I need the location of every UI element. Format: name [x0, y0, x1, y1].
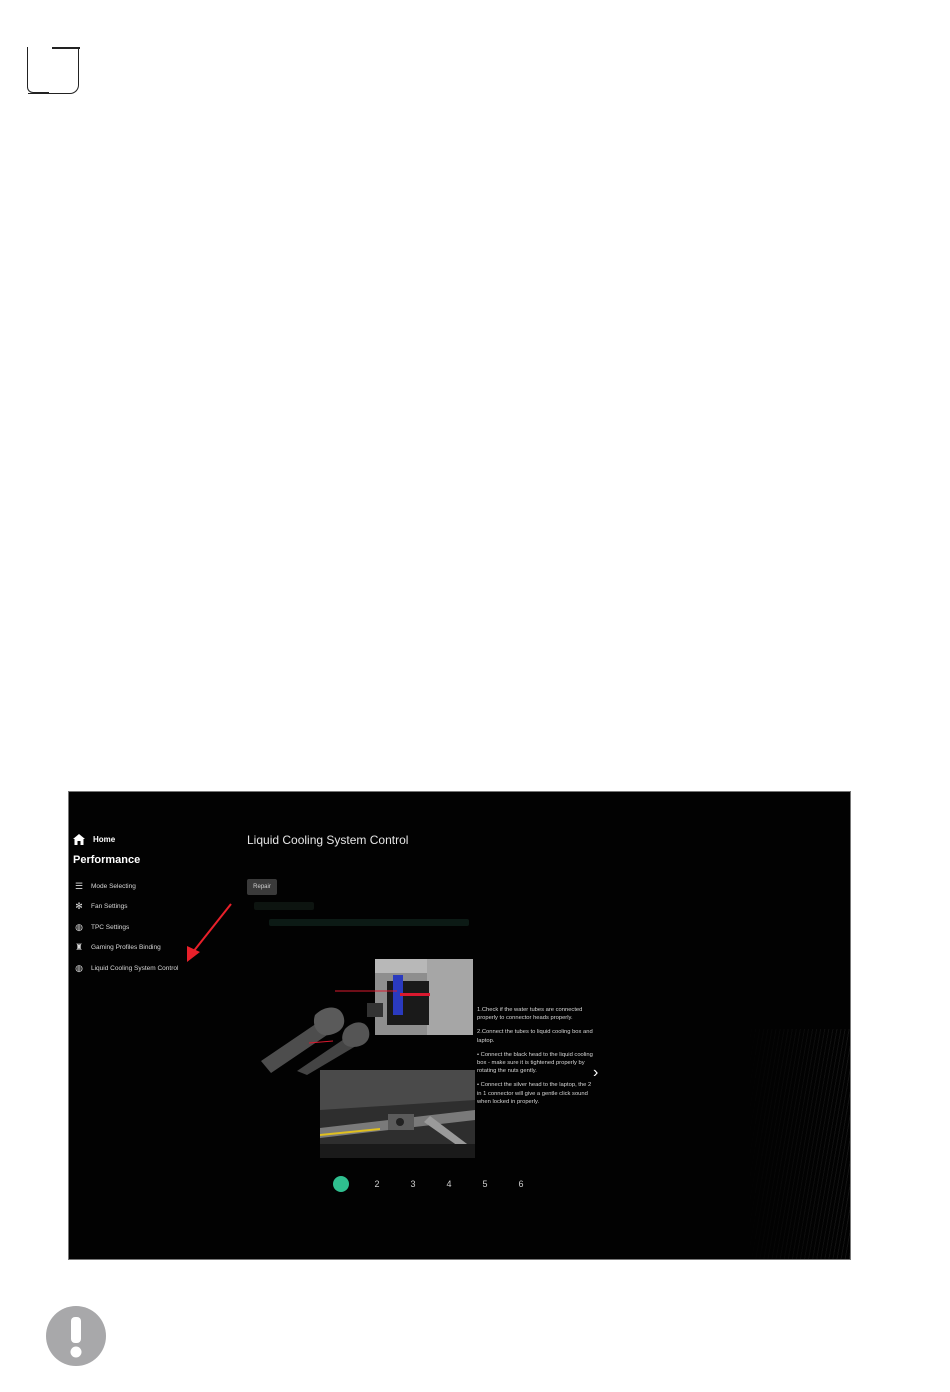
faint-status-bar	[254, 902, 314, 910]
home-icon	[73, 834, 85, 845]
fan-icon: ✻	[75, 901, 83, 912]
connector-photo	[257, 957, 475, 1075]
sidebar-item-label: Liquid Cooling System Control	[91, 964, 179, 972]
profile-icon: ♜	[74, 942, 84, 953]
sidebar	[69, 792, 234, 1259]
page-corner-mark	[28, 47, 79, 94]
page-dot-3[interactable]: 3	[410, 1179, 416, 1189]
sidebar-item-label: Mode Selecting	[91, 882, 136, 890]
section-title: Performance	[73, 854, 141, 866]
page-dot-4[interactable]: 4	[446, 1179, 452, 1189]
instruction-step-1: 1.Check if the water tubes are connected properly to connector heads properly.	[477, 1007, 583, 1022]
sidebar-menu	[73, 876, 178, 979]
instruction-bullet-2: • Connect the silver head to the laptop, the 2 in 1 connector will give a gentle click sound when locked in properly.	[477, 1082, 592, 1105]
faint-status-text	[269, 919, 469, 926]
decorative-stripes	[740, 1029, 850, 1259]
sidebar-item-liquid-cooling[interactable]	[73, 958, 178, 979]
sidebar-item-label: Fan Settings	[91, 903, 128, 911]
sidebar-item-gaming-profiles[interactable]	[73, 938, 178, 959]
sidebar-item-tpc-settings[interactable]	[73, 917, 178, 938]
list-icon: ☰	[74, 880, 84, 891]
pagination	[333, 1176, 529, 1192]
repair-button[interactable]: Repair	[247, 879, 277, 895]
instructions	[477, 1006, 597, 1112]
instruction-bullet-1: • Connect the black head to the liquid cooling box - make sure it is tightened properly by rotating the nuts gently.	[477, 1051, 593, 1075]
liquid-cooling-icon: ◍	[75, 962, 83, 973]
page-dot-2[interactable]: 2	[374, 1179, 380, 1189]
instruction-step-2: 2.Connect the tubes to liquid cooling box and laptop.	[477, 1029, 593, 1044]
sidebar-item-fan-settings[interactable]	[73, 897, 178, 918]
page-dot-5[interactable]: 5	[482, 1179, 488, 1189]
laptop-connector-photo	[320, 1070, 475, 1158]
sidebar-item-mode-selecting[interactable]	[73, 876, 178, 897]
gauge-icon: ◍	[75, 921, 83, 932]
warning-icon	[46, 1306, 106, 1366]
sidebar-item-label: Gaming Profiles Binding	[91, 944, 161, 952]
page-dot-6[interactable]: 6	[518, 1179, 524, 1189]
next-arrow-icon[interactable]: ›	[593, 1064, 599, 1081]
home-link[interactable]	[73, 834, 115, 845]
sidebar-item-label: TPC Settings	[91, 923, 130, 931]
page-title: Liquid Cooling System Control	[247, 833, 409, 847]
page-dot-1[interactable]	[333, 1176, 349, 1192]
software-screenshot	[69, 792, 850, 1259]
home-label: Home	[93, 835, 116, 844]
